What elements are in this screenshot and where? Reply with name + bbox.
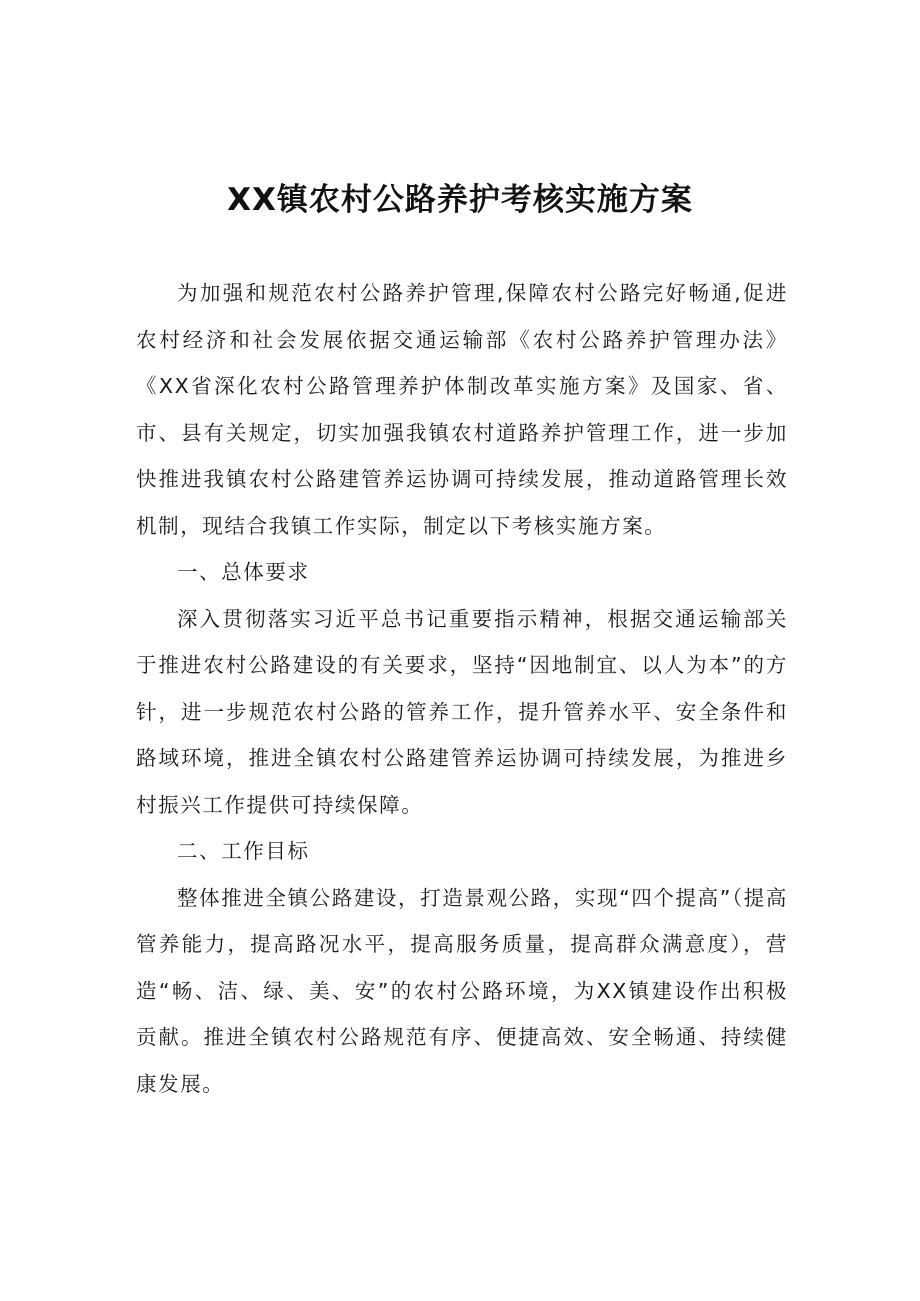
section-heading-work-goals: 二、工作目标 bbox=[177, 839, 310, 863]
document-title: XX镇农村公路养护考核实施方案 bbox=[227, 182, 693, 218]
intro-paragraph: 为加强和规范农村公路养护管理,保障农村公路完好畅通,促进农村经济和社会发展依据交通运输部《农村公路养护管理办法》《XX省深化农村公路管理养护体制改革实施方案》及国家、省、市、县有关规定，切实加强我镇农村道路养护管理工作，进一步加快推进我镇农村公路建管养运协调可持续发展，推动道路管理长效机制，现结合我镇工作实际，制定以下考核实施方案。 bbox=[136, 281, 788, 538]
document-body bbox=[136, 270, 788, 1107]
section-paragraph-overall-requirements: 深入贯彻落实习近平总书记重要指示精神，根据交通运输部关于推进农村公路建设的有关要求，坚持“因地制宜、以人为本”的方针，进一步规范农村公路的管养工作，提升管养水平、安全条件和路域环境，推进全镇农村公路建管养运协调可持续发展，为推进乡村振兴工作提供可持续保障。 bbox=[136, 606, 788, 817]
section-paragraph-work-goals: 整体推进全镇公路建设，打造景观公路，实现“四个提高”（提高管养能力，提高路况水平，提高服务质量，提高群众满意度），营造“畅、洁、绿、美、安”的农村公路环境，为XX镇建设作出积极贡献。推进全镇农村公路规范有序、便捷高效、安全畅通、持续健康发展。 bbox=[136, 885, 788, 1096]
section-heading-overall-requirements: 一、总体要求 bbox=[177, 560, 310, 584]
